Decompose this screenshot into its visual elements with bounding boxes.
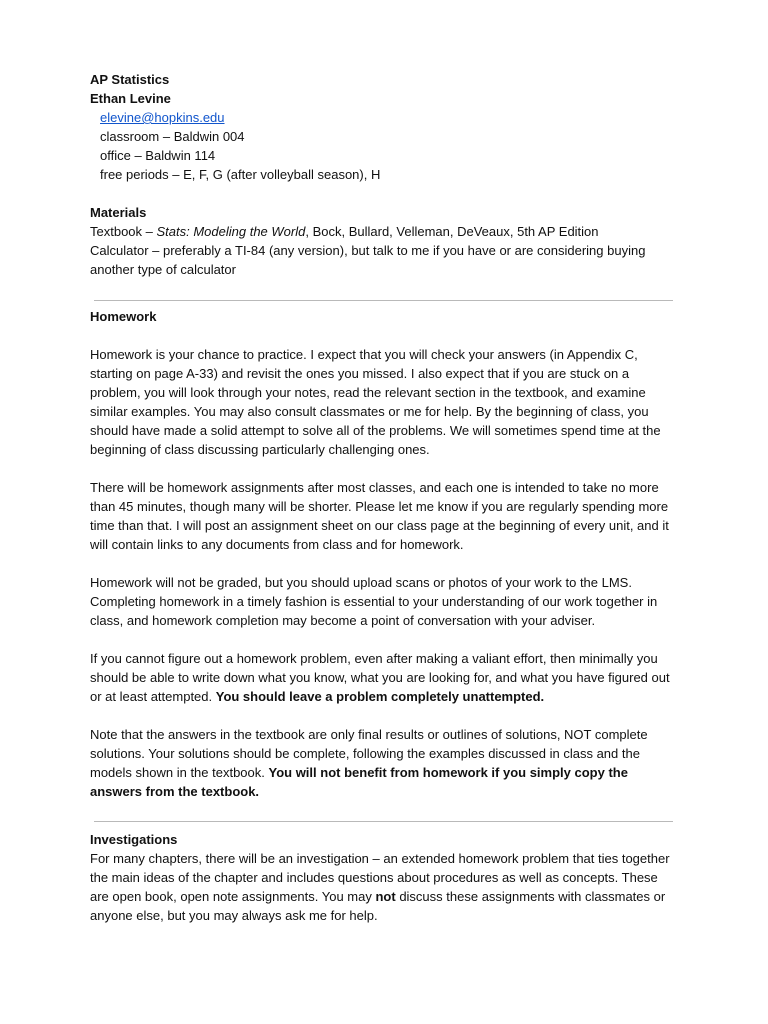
textbook-title: Stats: Modeling the World bbox=[156, 224, 306, 239]
free-periods-line: free periods – E, F, G (after volleyball season), H bbox=[100, 167, 381, 182]
textbook-details: , Bock, Bullard, Velleman, DeVeaux, 5th AP Edition bbox=[305, 224, 599, 239]
textbook-prefix: Textbook – bbox=[90, 224, 157, 239]
homework-paragraph-4-bold: You should leave a problem completely unattempted. bbox=[215, 689, 545, 704]
course-title: AP Statistics bbox=[90, 72, 170, 87]
materials-heading: Materials bbox=[90, 205, 147, 220]
homework-paragraph-5 bbox=[90, 725, 680, 801]
calculator-line: Calculator – preferably a TI-84 (any version), but talk to me if you have or are considering buying another type of calculator bbox=[90, 243, 646, 277]
office-line: office – Baldwin 114 bbox=[100, 148, 216, 163]
homework-heading: Homework bbox=[90, 309, 157, 324]
homework-paragraph-5-text: Note that the answers in the textbook are only final results or outlines of solutions, NOT complete solutions. Your solutions should be complete, following the examples discussed in class and the models shown in the textbook. bbox=[90, 727, 648, 780]
homework-paragraph-3: Homework will not be graded, but you should upload scans or photos of your work to the LMS. Completing homework in a timely fashion is essential to your understanding of our work together in class, and homework completion may become a point of conversation with your adviser. bbox=[90, 575, 658, 628]
homework-paragraph-4 bbox=[90, 649, 680, 706]
homework-paragraph-2: There will be homework assignments after most classes, and each one is intended to take no more than 45 minutes, though many will be shorter. Please let me know if you are regularly spending more time than that. I will post an assignment sheet on our class page at the beginning of every unit, and it will contain links to any documents from class and for homework. bbox=[90, 480, 669, 552]
email-line bbox=[90, 108, 680, 127]
investigations-heading: Investigations bbox=[90, 832, 178, 847]
investigations-text-b: discuss these assignments with classmates or anyone else, but you may always ask me for help. bbox=[90, 889, 666, 923]
homework-paragraph-5-bold: You will not benefit from homework if you simply copy the answers from the textbook. bbox=[90, 765, 628, 799]
email-link[interactable]: elevine@hopkins.edu bbox=[100, 110, 225, 125]
textbook-line bbox=[90, 222, 680, 241]
investigations-paragraph bbox=[90, 849, 680, 925]
teacher-name: Ethan Levine bbox=[90, 91, 171, 106]
classroom-line: classroom – Baldwin 004 bbox=[100, 129, 245, 144]
homework-paragraph-4-text: If you cannot figure out a homework problem, even after making a valiant effort, then minimally you should be able to write down what you know, what you are looking for, and what you have figured out or at least attempted. bbox=[90, 651, 670, 704]
investigations-not: not bbox=[375, 889, 396, 904]
investigations-text-a: For many chapters, there will be an investigation – an extended homework problem that ties together the main ideas of the chapter and includes questions about procedures as well as concepts. These are open book, open note assignments. You may bbox=[90, 851, 670, 904]
homework-paragraph-1: Homework is your chance to practice. I expect that you will check your answers (in Appendix C, starting on page A-33) and revisit the ones you missed. I also expect that if you are stuck on a problem, you will look through your notes, read the relevant section in the textbook, and examine similar examples. You may also consult classmates or me for help. By the beginning of class, you should have made a solid attempt to solve all of the problems. We will sometimes spend time at the beginning of class discussing particularly challenging ones. bbox=[90, 347, 661, 457]
